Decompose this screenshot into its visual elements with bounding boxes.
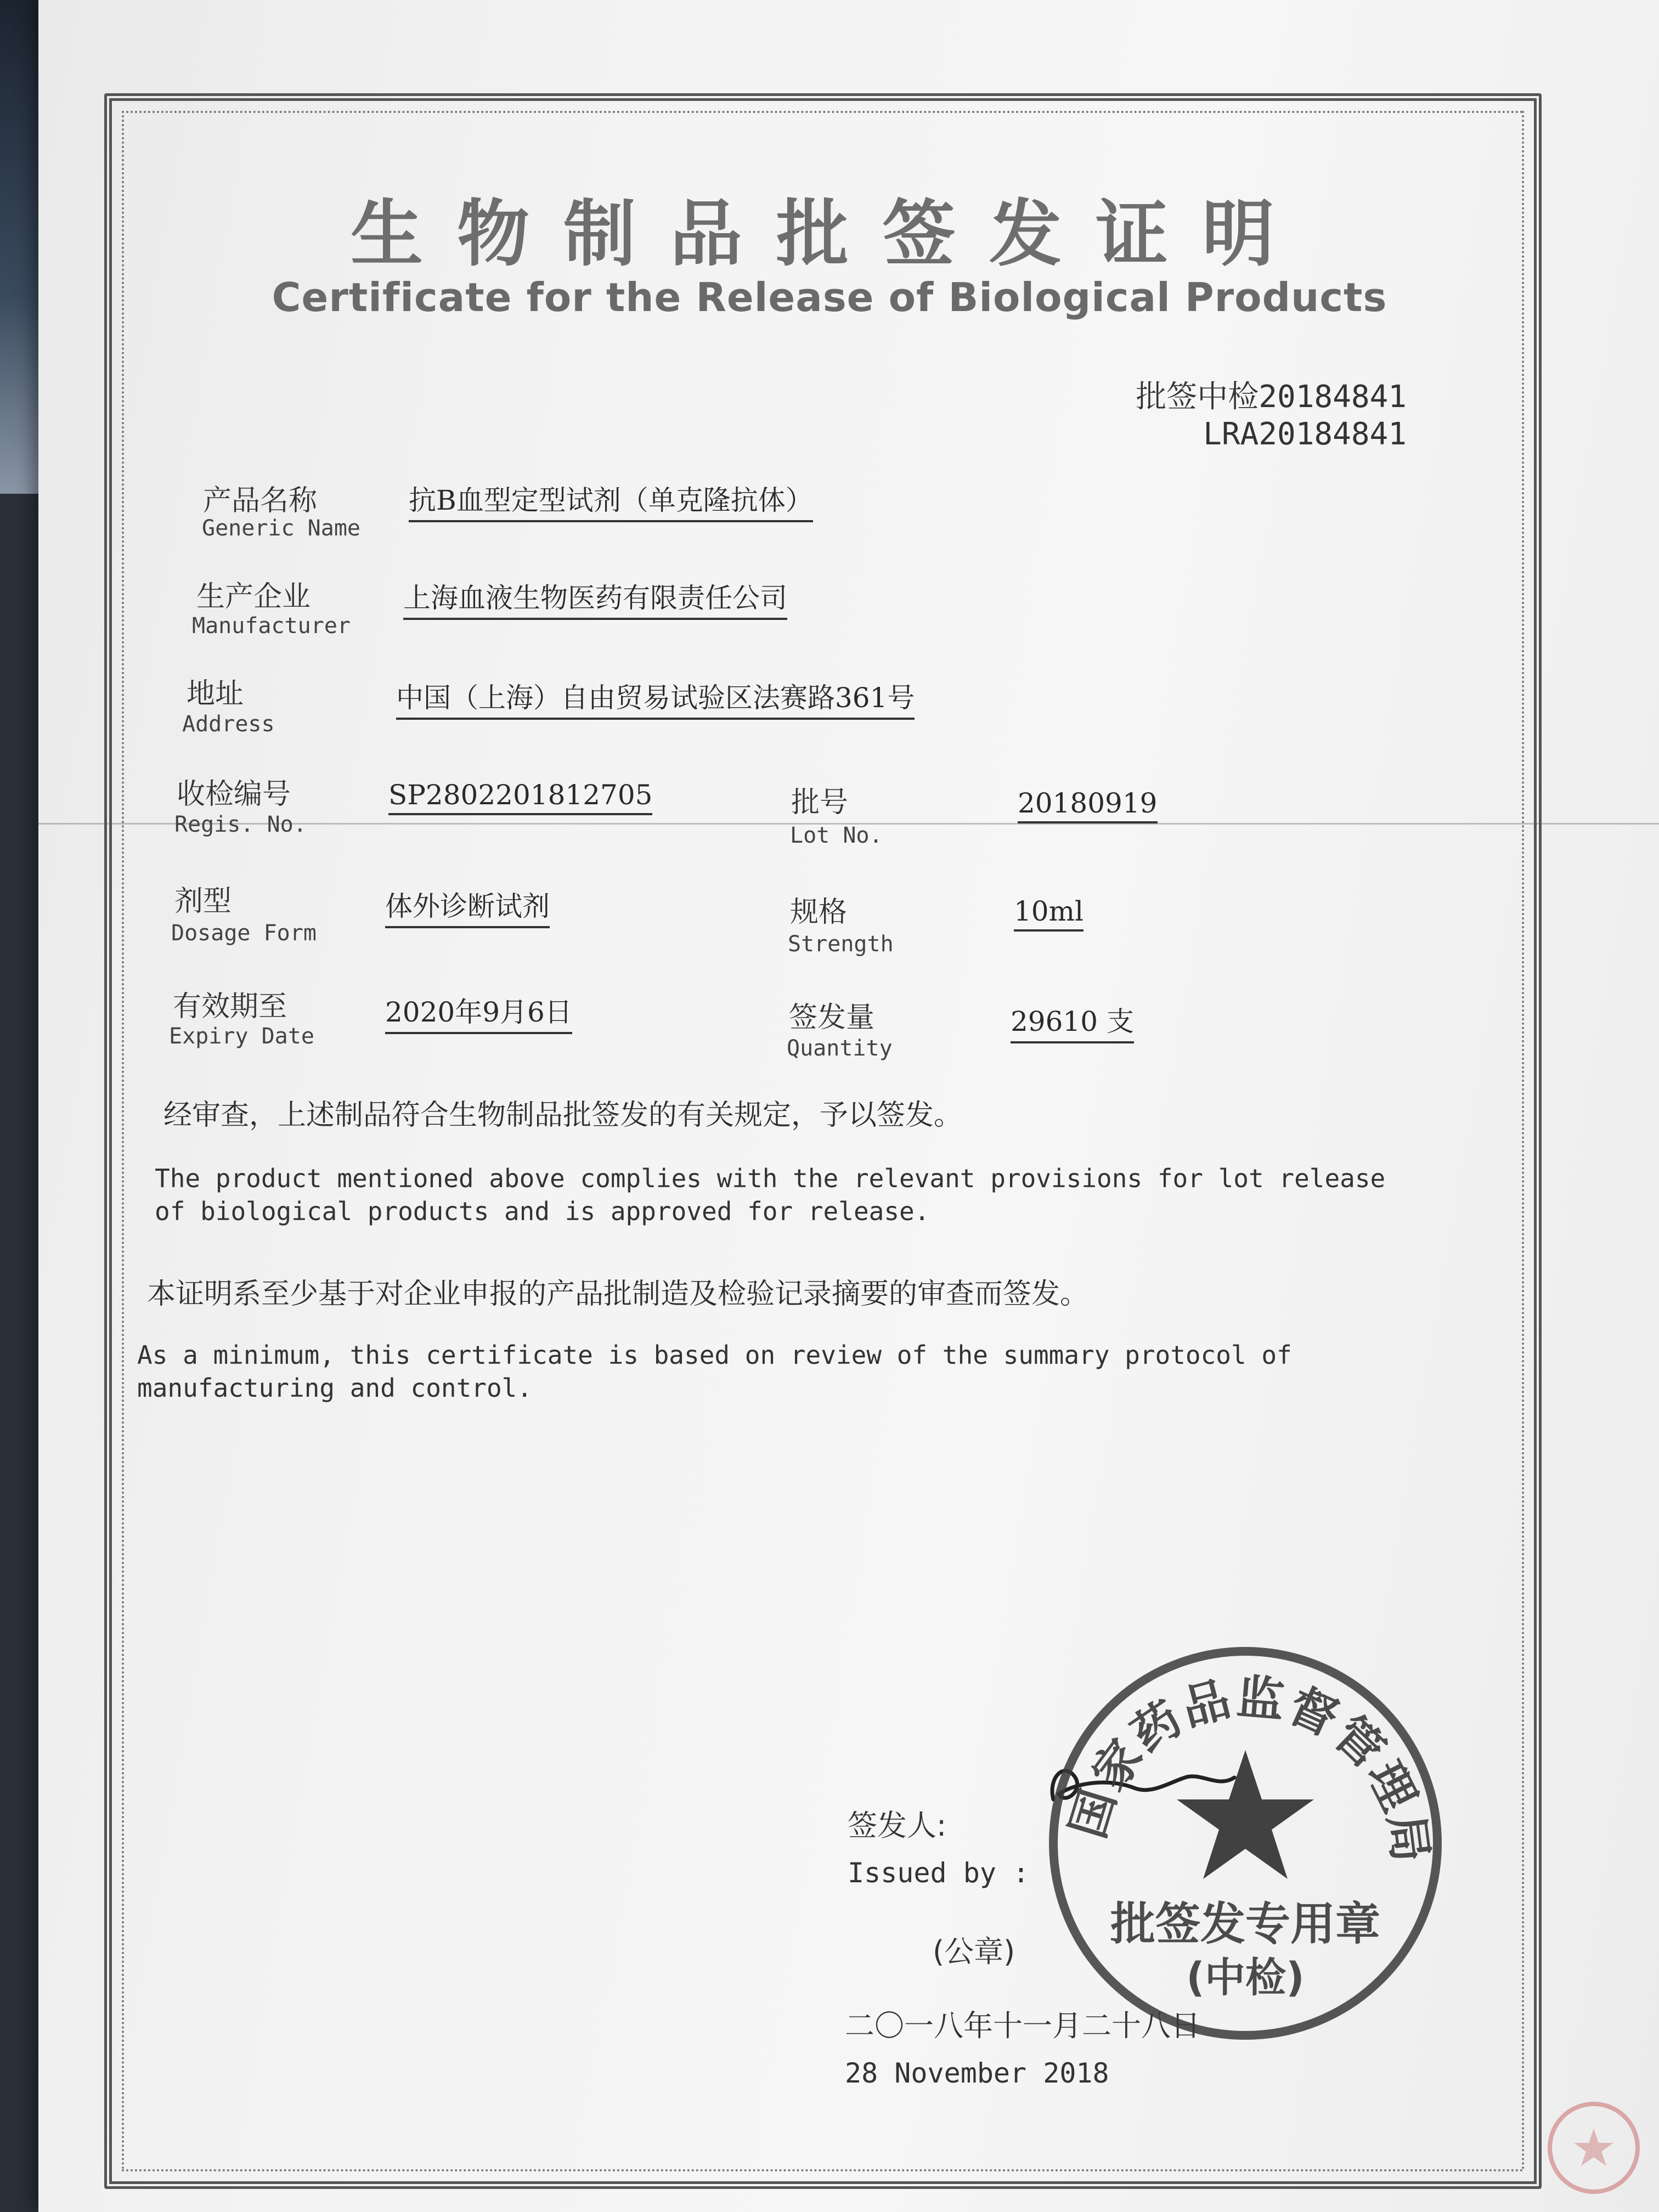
expiry-date-label-en: Expiry Date: [169, 1024, 314, 1049]
certificate-number: [1136, 379, 1407, 453]
basis-statement-zh: 本证明系至少基于对企业申报的产品批制造及检验记录摘要的审查而签发。: [147, 1278, 1089, 1311]
expiry-date-label-zh: 有效期至: [173, 990, 287, 1023]
corner-stamp: [1542, 2096, 1646, 2200]
certificate-number-chinese: 批签中检20184841: [1136, 379, 1407, 415]
regis-no-label-en: Regis. No.: [174, 812, 307, 837]
lot-no-label-en: Lot No.: [790, 823, 883, 848]
strength-label-zh: 规格: [790, 896, 848, 929]
official-seal-label: (公章): [933, 1934, 1015, 1969]
address-label-en: Address: [182, 712, 275, 737]
lot-no-label-zh: 批号: [791, 786, 849, 819]
quantity-value: 29610 支: [1011, 1000, 1134, 1043]
dosage-form-value: 体外诊断试剂: [385, 884, 550, 928]
generic-name-label-zh: 产品名称: [203, 484, 318, 517]
seal-text-top: 国家药品监督管理局: [1060, 1669, 1438, 1867]
address-value: 中国（上海）自由贸易试验区法赛路361号: [396, 676, 915, 720]
seal-text-bottom: (中检): [1186, 1954, 1305, 2001]
regis-no-label-zh: 收检编号: [177, 778, 291, 811]
seal-star-icon: [1177, 1750, 1314, 1879]
regis-no-value: SP2802201812705: [388, 779, 652, 815]
issue-date-en: 28 November 2018: [845, 2057, 1109, 2089]
basis-statement-en: [137, 1339, 1292, 1404]
dosage-form-label-en: Dosage Form: [171, 921, 317, 946]
certificate-number-english: LRA20184841: [1203, 416, 1407, 452]
seal-text-center: 批签发专用章: [1110, 1898, 1381, 1950]
quantity-label-zh: 签发量: [789, 1001, 875, 1034]
basis-statement-en-line1: As a minimum, this certificate is based on review of the summary protocol of: [137, 1340, 1292, 1370]
strength-label-en: Strength: [788, 932, 894, 957]
generic-name-value: 抗B血型定型试剂（单克隆抗体）: [409, 478, 813, 522]
issued-by-label-zh: 签发人:: [848, 1808, 947, 1843]
issued-by-label-en: Issued by :: [848, 1857, 1030, 1889]
official-seal: [1042, 1640, 1448, 2046]
approval-statement-en-line2: of biological products and is approved for release.: [155, 1197, 930, 1226]
approval-statement-en-line1: The product mentioned above complies with the relevant provisions for lot release: [155, 1164, 1386, 1193]
lot-no-value: 20180919: [1018, 787, 1158, 823]
strength-value: 10ml: [1014, 895, 1084, 932]
manufacturer-label-en: Manufacturer: [192, 613, 351, 639]
title-chinese: 生物制品批签发证明: [351, 192, 1308, 276]
expiry-date-value: 2020年9月6日: [385, 990, 572, 1034]
generic-name-label-en: Generic Name: [202, 516, 360, 541]
issue-date-zh: 二〇一八年十一月二十八日: [845, 2008, 1200, 2043]
manufacturer-value: 上海血液生物医药有限责任公司: [403, 576, 787, 620]
approval-statement-en: [155, 1162, 1385, 1228]
manufacturer-label-zh: 生产企业: [196, 580, 311, 613]
title-english: Certificate for the Release of Biological Products: [272, 274, 1387, 320]
approval-statement-zh: 经审查，上述制品符合生物制品批签发的有关规定，予以签发。: [163, 1099, 963, 1132]
address-label-zh: 地址: [187, 678, 244, 710]
quantity-label-en: Quantity: [787, 1036, 893, 1061]
basis-statement-en-line2: manufacturing and control.: [137, 1373, 533, 1403]
dosage-form-label-zh: 剂型: [174, 885, 232, 918]
